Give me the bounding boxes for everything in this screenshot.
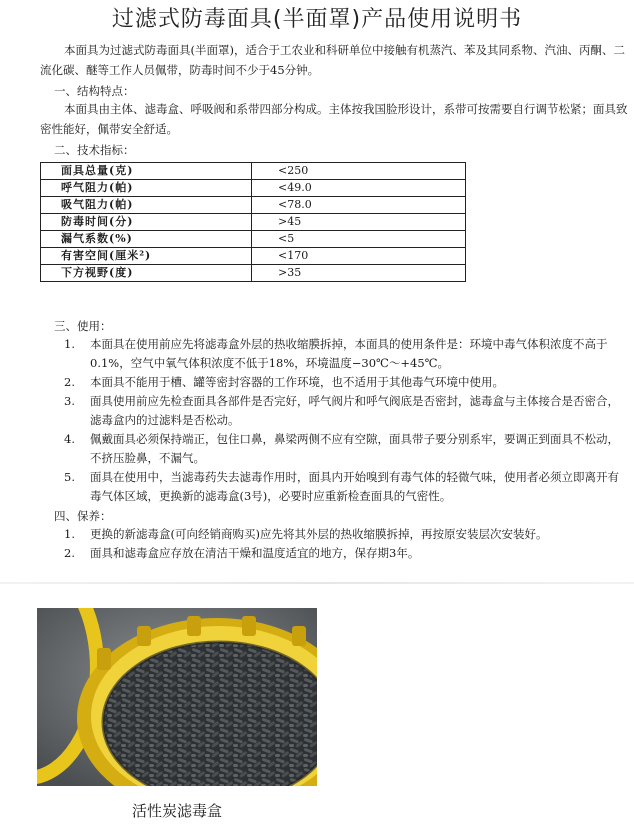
list-item — [64, 468, 624, 506]
spec-row — [41, 197, 466, 214]
intro-paragraph: 本面具为过滤式防毒面具(半面罩)，适合于工农业和科研单位中接触有机蒸汽、苯及其同系物、汽油、丙酮、二流化碳、醚等工作人员佩带，防毒时间不少于45分钟。 — [40, 43, 625, 77]
section3-heading: 三、使用： — [54, 319, 112, 333]
spec-value: <5 — [252, 231, 466, 248]
carbon-filter-photo — [37, 608, 317, 786]
section2-heading: 二、技术指标： — [54, 143, 135, 157]
list-item-text: 更换的新滤毒盒(可向经销商购买)应先将其外层的热收缩膜拆掉，再按原安装层次安装好。 — [90, 527, 548, 541]
spec-row — [41, 180, 466, 197]
divider — [0, 582, 634, 584]
list-item-text: 佩戴面具必须保持端正，包住口鼻，鼻梁两侧不应有空隙，面具带子要分别系牢，要调正到面具不松动，不挤压脸鼻，不漏气。 — [90, 432, 619, 465]
list-item — [64, 544, 624, 563]
spec-value: >45 — [252, 214, 466, 231]
spec-value: >35 — [252, 265, 466, 282]
usage-list — [64, 335, 624, 506]
list-item-text: 面具使用前应先检查面具各部件是否完好，呼气阀片和呼气阀底是否密封，滤毒盒与主体接合是否密合，滤毒盒内的过滤料是否松动。 — [90, 394, 619, 427]
spec-value: <250 — [252, 163, 466, 180]
spec-row — [41, 265, 466, 282]
list-item-number: 4. — [64, 432, 75, 446]
spec-label: 有害空间(厘米²) — [41, 248, 252, 265]
list-item-text: 面具和滤毒盒应存放在清洁干燥和温度适宜的地方，保存期3年。 — [90, 546, 420, 560]
carbon-filter-illustration — [37, 608, 317, 786]
list-item — [64, 430, 624, 468]
spec-label: 吸气阻力(帕) — [41, 197, 252, 214]
list-item-number: 5. — [64, 470, 75, 484]
spec-label: 漏气系数(%) — [41, 231, 252, 248]
list-item — [64, 392, 624, 430]
list-item — [64, 525, 624, 544]
section4-heading: 四、保养： — [54, 509, 112, 523]
list-item-text: 本面具不能用于槽、罐等密封容器的工作环境，也不适用于其他毒气环境中使用。 — [90, 375, 504, 389]
spec-value: <78.0 — [252, 197, 466, 214]
list-item-text: 面具在使用中，当滤毒药失去滤毒作用时，面具内开始嗅到有毒气体的轻微气味，使用者必须立即离开有毒气体区域，更换新的滤毒盒(3号)，必要时应重新检查面具的气密性。 — [90, 470, 619, 503]
spec-label: 防毒时间(分) — [41, 214, 252, 231]
spec-label: 呼气阻力(帕) — [41, 180, 252, 197]
maintenance-list — [64, 525, 624, 563]
spec-table — [40, 162, 466, 282]
list-item — [64, 335, 624, 373]
list-item — [64, 373, 624, 392]
spec-label: 下方视野(度) — [41, 265, 252, 282]
spec-row — [41, 214, 466, 231]
list-item-number: 1. — [64, 337, 75, 351]
spec-row — [41, 248, 466, 265]
document-title: 过滤式防毒面具(半面罩)产品使用说明书 — [111, 7, 523, 32]
list-item-number: 2. — [64, 546, 75, 560]
section1-text: 本面具由主体、滤毒盒、呼吸阀和系带四部分构成。主体按我国脸形设计，系带可按需要自行调节松紧；面具致密性能好，佩带安全舒适。 — [40, 102, 628, 136]
spec-value: <49.0 — [252, 180, 466, 197]
spec-row — [41, 163, 466, 180]
spec-label: 面具总量(克) — [41, 163, 252, 180]
list-item-number: 3. — [64, 394, 75, 408]
photo-caption: 活性炭滤毒盒 — [131, 802, 222, 820]
spec-value: <170 — [252, 248, 466, 265]
list-item-number: 1. — [64, 527, 75, 541]
section1-heading: 一、结构特点： — [54, 84, 135, 98]
list-item-text: 本面具在使用前应先将滤毒盒外层的热收缩膜拆掉，本面具的使用条件是：环境中毒气体积浓度不高于0.1%，空气中氧气体积浓度不低于18%，环境温度−30℃～+45℃。 — [90, 337, 608, 370]
spec-row — [41, 231, 466, 248]
list-item-number: 2. — [64, 375, 75, 389]
